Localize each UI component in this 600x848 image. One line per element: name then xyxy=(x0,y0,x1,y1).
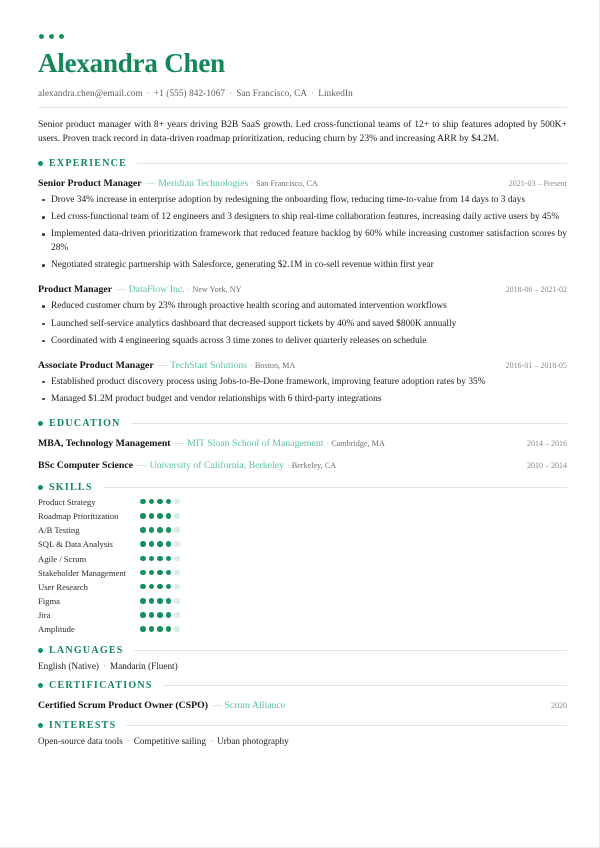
skill-row xyxy=(38,582,567,593)
entry-heading-text xyxy=(38,695,541,713)
contact-email[interactable]: alexandra.chen@email.com xyxy=(38,87,143,98)
location-separator: · xyxy=(286,460,290,470)
job-title: Senior Product Manager xyxy=(38,177,142,189)
entry-dates: 2014 – 2016 xyxy=(527,438,567,448)
entry-heading-text xyxy=(38,355,496,373)
skill-dot-empty xyxy=(174,556,180,562)
section-bullet-icon xyxy=(38,421,43,426)
entry-dates: 2010 – 2014 xyxy=(527,460,567,470)
section-rule xyxy=(103,487,567,488)
decorative-dot xyxy=(39,34,44,39)
skill-dot-filled xyxy=(157,570,163,576)
skill-name: Stakeholder Management xyxy=(38,567,127,578)
skill-dot-filled xyxy=(166,584,172,590)
skill-row xyxy=(38,497,567,508)
professional-summary: Senior product manager with 8+ years driving B2B SaaS growth. Led cross-functional teams of 12+ to ship features adopted by 500K+ users. Proven track record in data-driven roadmap prioritization, reducing churn by 23% and increasing ARR by $4.2M. xyxy=(38,118,567,145)
skill-dot-filled xyxy=(157,556,163,562)
entry-heading-text xyxy=(38,433,517,451)
skill-row xyxy=(38,525,567,536)
skill-name: A/B Testing xyxy=(38,525,80,536)
contact-linkedin-link[interactable]: LinkedIn xyxy=(318,87,353,98)
experience-entry xyxy=(38,173,567,276)
contact-separator: · xyxy=(229,87,233,98)
skill-level-dots xyxy=(140,525,180,533)
skill-dot-filled xyxy=(166,527,172,533)
skill-dot-filled xyxy=(166,556,172,562)
entry-heading-text xyxy=(38,455,517,473)
company-name: DataFlow Inc. xyxy=(128,284,185,296)
page-title: Alexandra Chen xyxy=(38,48,225,78)
section-title: LANGUAGES xyxy=(49,644,124,656)
skill-name: Product Strategy xyxy=(38,496,96,507)
location-separator: · xyxy=(326,438,330,448)
experience-bullet: Coordinated with 4 engineering squads across 3 time zones to deliver quarterly releases on schedule xyxy=(38,334,567,351)
contact-separator: · xyxy=(146,87,150,98)
entry-location: · San Francisco, CA xyxy=(248,179,317,188)
skill-row xyxy=(38,554,567,565)
company-name: TechStart Solutions xyxy=(170,359,248,371)
skill-dot-filled xyxy=(157,612,163,618)
skill-dot-filled xyxy=(149,541,155,547)
entry-header xyxy=(38,279,567,297)
section-rule xyxy=(126,725,567,726)
skill-level-dots xyxy=(140,624,180,632)
skill-dot-empty xyxy=(174,626,180,632)
skill-row xyxy=(38,511,567,522)
location-separator: · xyxy=(187,285,191,295)
experience-bullet: Drove 34% increase in enterprise adoption by redesigning the onboarding flow, reducing time-to-value from 14 days to 3 days xyxy=(38,193,567,210)
entry-heading-text xyxy=(38,173,499,191)
skill-dot-filled xyxy=(140,513,146,519)
skill-dot-filled xyxy=(157,598,163,604)
skill-name: Roadmap Prioritization xyxy=(38,511,119,522)
entry-dates: 2016-01 – 2018-05 xyxy=(505,360,567,370)
skill-level-dots xyxy=(140,539,180,547)
entry-location: · Berkeley, CA xyxy=(284,461,336,470)
experience-bullet: Implemented data-driven prioritization framework that reduced feature backlog by 60% while increasing customer satisfaction scores by 28% xyxy=(38,227,567,258)
skill-dot-filled xyxy=(149,612,155,618)
section-bullet-icon xyxy=(38,723,43,728)
entry-header xyxy=(38,433,567,451)
section-bullet-icon xyxy=(38,161,43,166)
job-title: Product Manager xyxy=(38,284,113,296)
experience-entries xyxy=(38,173,567,409)
skill-dot-filled xyxy=(149,570,155,576)
skill-level-dots xyxy=(140,596,180,604)
skill-row xyxy=(38,610,567,621)
interest-item: Competitive sailing xyxy=(133,736,206,747)
section-header-experience xyxy=(38,158,567,169)
skill-dot-filled xyxy=(157,584,163,590)
skill-name: Figma xyxy=(38,596,60,607)
skill-row xyxy=(38,539,567,550)
skill-dot-filled xyxy=(140,570,146,576)
section-header-education xyxy=(38,418,567,429)
skill-dot-filled xyxy=(149,527,155,533)
section-rule xyxy=(131,423,567,424)
entry-dates: 2020 xyxy=(551,701,567,711)
entry-header xyxy=(38,173,567,191)
skill-dot-empty xyxy=(174,527,180,533)
experience-entry xyxy=(38,279,567,350)
entry-dash: — xyxy=(157,360,168,371)
entry-location: · New York, NY xyxy=(185,285,242,294)
experience-bullet: Negotiated strategic partnership with Salesforce, generating $2.1M in co-sell revenue within first year xyxy=(38,258,567,275)
location-separator: · xyxy=(250,360,253,370)
experience-bullet: Led cross-functional team of 12 engineers and 3 designers to ship real-time collaboration features, increasing daily active users by 45% xyxy=(38,210,567,227)
education-entry xyxy=(38,455,567,473)
skill-dot-filled xyxy=(157,626,163,632)
experience-entry xyxy=(38,355,567,409)
decorative-dot xyxy=(59,34,64,39)
contact-line xyxy=(38,88,567,108)
skill-row xyxy=(38,624,567,635)
skill-row xyxy=(38,568,567,579)
section-education xyxy=(38,418,567,473)
skill-dot-filled xyxy=(166,612,172,618)
location-separator: · xyxy=(251,178,255,188)
experience-bullet: Launched self-service analytics dashboard that decreased support tickets by 40% and saved $800K annually xyxy=(38,317,567,334)
skill-dot-filled xyxy=(157,527,163,533)
resume-header xyxy=(38,34,567,108)
languages-list xyxy=(38,660,567,674)
skill-dot-filled xyxy=(166,598,172,604)
section-skills xyxy=(38,482,567,636)
experience-bullet: Managed $1.2M product budget and vendor relationships with 6 third-party integrations xyxy=(38,392,567,409)
interest-item: Urban photography xyxy=(217,736,289,747)
education-entries xyxy=(38,433,567,473)
certification-entry xyxy=(38,695,567,713)
skill-dot-filled xyxy=(140,584,146,590)
section-header-skills xyxy=(38,482,567,493)
skill-dot-filled xyxy=(149,556,155,562)
list-separator: · xyxy=(102,660,107,671)
list-separator: · xyxy=(209,736,214,747)
degree-name: BSc Computer Science xyxy=(38,459,134,471)
decorative-dot xyxy=(49,34,54,39)
certification-name: Certified Scrum Product Owner (CSPO) xyxy=(38,700,208,712)
section-title: SKILLS xyxy=(49,481,93,493)
school-name: MIT Sloan School of Management xyxy=(187,437,324,449)
entry-dash: — xyxy=(211,701,222,712)
skill-dot-empty xyxy=(174,584,180,590)
skill-dot-filled xyxy=(166,499,172,505)
skill-name: Amplitude xyxy=(38,624,75,635)
section-interests xyxy=(38,720,567,749)
skill-dot-filled xyxy=(149,584,155,590)
interest-item: Open-source data tools xyxy=(38,736,123,747)
skill-level-dots xyxy=(140,610,180,618)
experience-bullet: Established product discovery process using Jobs-to-Be-Done framework, improving feature adoption rates by 35% xyxy=(38,375,567,392)
skill-name: Agile / Scrum xyxy=(38,553,87,564)
section-rule xyxy=(163,685,567,686)
degree-name: MBA, Technology Management xyxy=(38,437,171,449)
skill-dot-filled xyxy=(166,570,172,576)
skill-dot-filled xyxy=(140,499,146,505)
skill-row xyxy=(38,596,567,607)
interests-list xyxy=(38,735,567,749)
experience-bullet-list xyxy=(38,375,567,409)
section-title: EXPERIENCE xyxy=(49,157,128,169)
skill-dot-empty xyxy=(174,570,180,576)
entry-dash: — xyxy=(174,438,185,449)
section-bullet-icon xyxy=(38,683,43,688)
skill-dot-filled xyxy=(157,499,163,505)
language-item: English (Native) xyxy=(38,660,99,671)
education-entry xyxy=(38,433,567,451)
skill-dot-filled xyxy=(157,513,163,519)
certification-entries xyxy=(38,695,567,713)
entry-heading-text xyxy=(38,279,496,297)
experience-bullet-list xyxy=(38,193,567,276)
skill-level-dots xyxy=(140,554,180,562)
skill-dot-filled xyxy=(149,626,155,632)
skill-dot-filled xyxy=(166,541,172,547)
section-experience xyxy=(38,158,567,409)
section-header-languages xyxy=(38,645,567,656)
entry-dash: — xyxy=(137,460,147,471)
entry-location: · Cambridge, MA xyxy=(323,439,384,448)
skill-dot-empty xyxy=(174,513,180,519)
skill-dot-filled xyxy=(140,612,146,618)
entry-header xyxy=(38,695,567,713)
section-header-certifications xyxy=(38,680,567,691)
job-title: Associate Product Manager xyxy=(38,359,154,371)
skill-dot-empty xyxy=(174,598,180,604)
section-certifications xyxy=(38,680,567,713)
section-title: INTERESTS xyxy=(49,720,117,732)
skill-dot-empty xyxy=(174,541,180,547)
contact-location: San Francisco, CA xyxy=(236,87,308,98)
section-bullet-icon xyxy=(38,485,43,490)
section-languages xyxy=(38,645,567,674)
company-name: Meridian Technologies xyxy=(158,177,249,189)
skills-list xyxy=(38,497,567,636)
contact-phone: +1 (555) 842-1067 xyxy=(153,87,226,98)
decorative-dots xyxy=(39,34,567,39)
skill-dot-empty xyxy=(174,612,180,618)
skill-dot-filled xyxy=(149,499,155,505)
skill-dot-filled xyxy=(149,598,155,604)
skill-dot-empty xyxy=(174,499,180,505)
skill-dot-filled xyxy=(140,541,146,547)
experience-bullet: Reduced customer churn by 23% through proactive health scoring and automated intervention workflows xyxy=(38,299,567,316)
entry-dash: — xyxy=(145,178,156,189)
skill-dot-filled xyxy=(166,513,172,519)
list-separator: · xyxy=(126,736,130,747)
skill-name: Jira xyxy=(38,610,51,621)
entry-header xyxy=(38,455,567,473)
skill-dot-filled xyxy=(140,556,146,562)
entry-header xyxy=(38,355,567,373)
section-title: EDUCATION xyxy=(49,417,121,429)
entry-dates: 2021-03 – Present xyxy=(508,178,567,188)
entry-dash: — xyxy=(116,285,126,296)
section-rule xyxy=(134,650,567,651)
skill-dot-filled xyxy=(140,527,146,533)
skill-level-dots xyxy=(140,497,180,505)
experience-bullet-list xyxy=(38,299,567,350)
section-bullet-icon xyxy=(38,648,43,653)
skill-level-dots xyxy=(140,511,180,519)
contact-separator: · xyxy=(311,87,315,98)
entry-dates: 2018-06 – 2021-02 xyxy=(505,285,567,295)
section-header-interests xyxy=(38,720,567,731)
skill-name: SQL & Data Analysis xyxy=(38,539,113,550)
section-title: CERTIFICATIONS xyxy=(49,680,153,692)
skill-name: User Research xyxy=(38,581,88,592)
skill-dot-filled xyxy=(140,626,146,632)
skill-dot-filled xyxy=(140,598,146,604)
skill-level-dots xyxy=(140,582,180,590)
skill-dot-filled xyxy=(166,626,172,632)
skill-dot-filled xyxy=(157,541,163,547)
language-item: Mandarin (Fluent) xyxy=(110,660,178,671)
school-name: University of California, Berkeley xyxy=(149,459,284,471)
entry-location: · Boston, MA xyxy=(247,361,295,370)
skill-dot-filled xyxy=(149,513,155,519)
skill-level-dots xyxy=(140,568,180,576)
certification-issuer: Scrum Alliance xyxy=(224,700,286,712)
section-rule xyxy=(137,163,567,164)
